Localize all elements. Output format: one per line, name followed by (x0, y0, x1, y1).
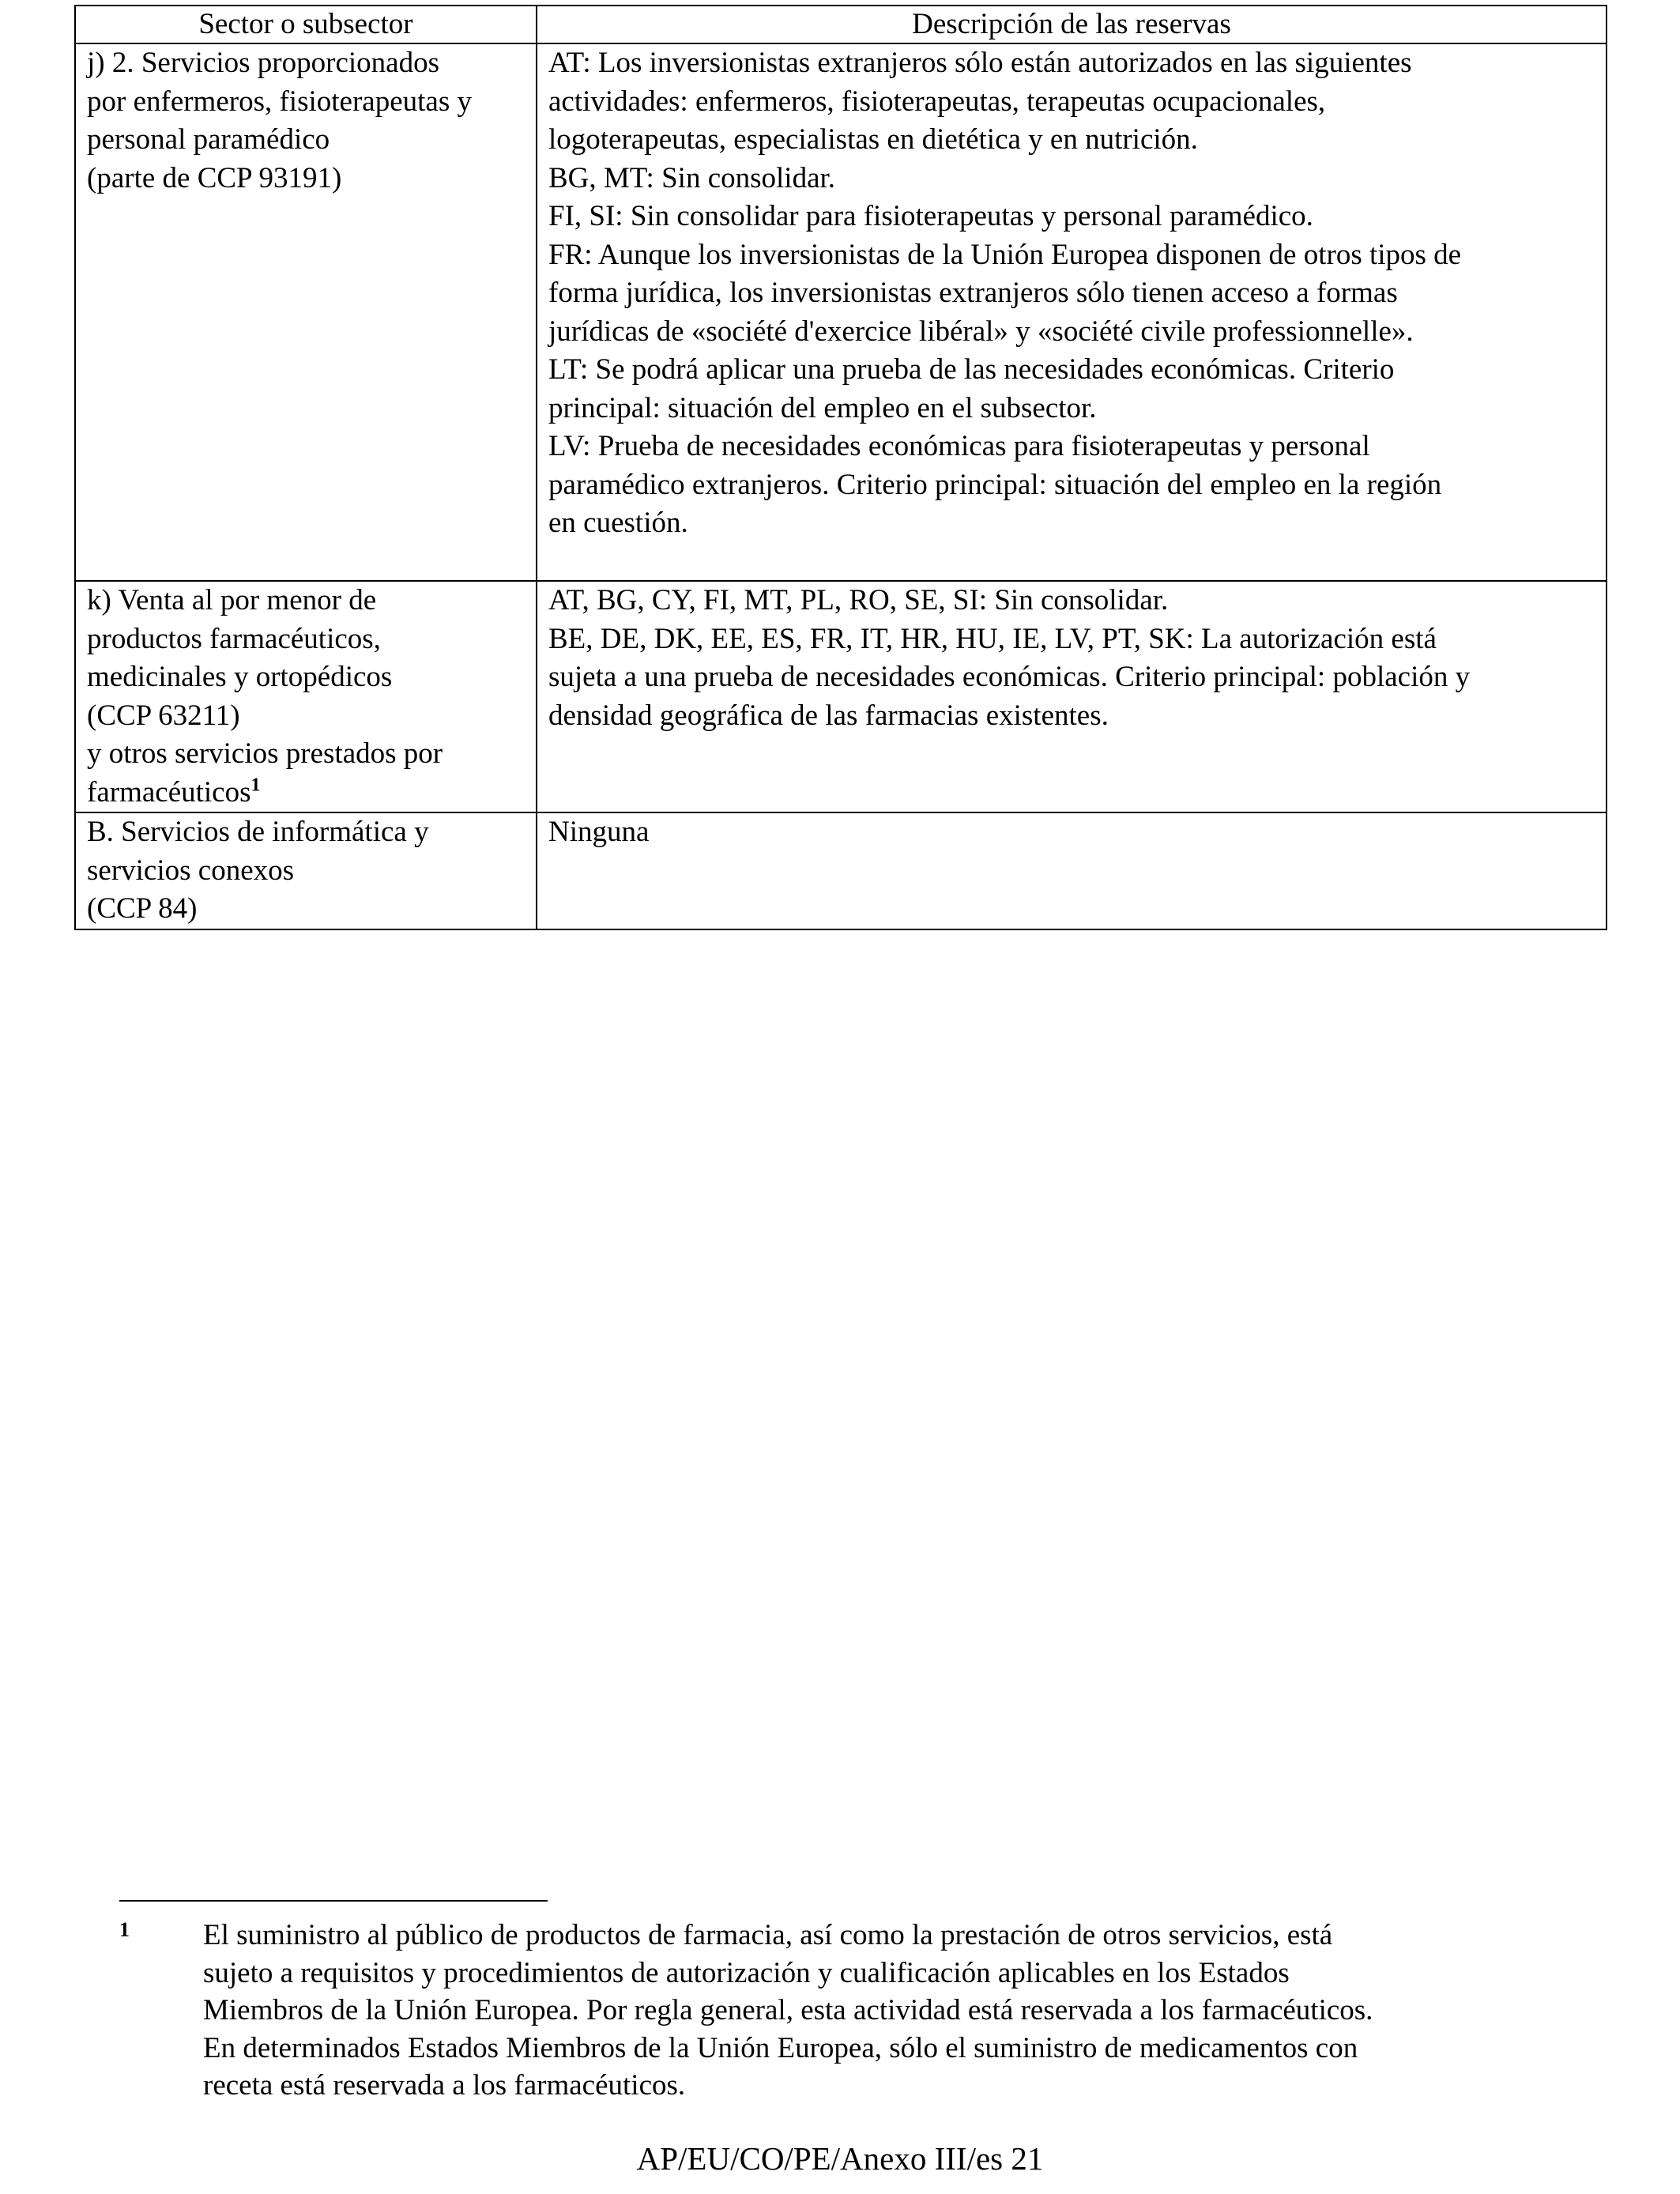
table-header-row (75, 6, 1607, 43)
footnote-line: sujeto a requisitos y procedimientos de autorización y cualificación aplicables en los Estados (203, 1956, 1290, 1989)
sector-line: servicios conexos (87, 854, 295, 887)
header-description: Descripción de las reservas (537, 6, 1607, 43)
page-footer: AP/EU/CO/PE/Anexo III/es 21 (636, 2140, 1044, 2177)
footnote-text (203, 1917, 1570, 2105)
sector-line: (CCP 63211) (87, 699, 240, 732)
footnote-line: En determinados Estados Miembros de la Unión Europea, sólo el suministro de medicamentos con (203, 2031, 1358, 2064)
description-line: LV: Prueba de necesidades económicas para fisioterapeutas y personal (548, 430, 1370, 462)
description-line: actividades: enfermeros, fisioterapeutas, terapeutas ocupacionales, (548, 85, 1326, 118)
footnote-reference[interactable]: 1 (250, 775, 261, 796)
reservations-table (74, 5, 1607, 930)
description-cell (537, 581, 1607, 812)
sector-cell (75, 43, 537, 581)
description-line: LT: Se podrá aplicar una prueba de las necesidades económicas. Criterio (548, 353, 1395, 386)
description-cell (537, 812, 1607, 929)
description-line: logoterapeutas, especialistas en dietética y en nutrición. (548, 123, 1198, 156)
sector-line: y otros servicios prestados por (87, 737, 443, 770)
table-row (75, 812, 1607, 929)
description-line: FI, SI: Sin consolidar para fisioterapeutas y personal paramédico. (548, 200, 1313, 232)
sector-cell (75, 581, 537, 812)
sector-line: medicinales y ortopédicos (87, 661, 393, 693)
footnote-line: receta está reservada a los farmacéuticos. (203, 2069, 686, 2102)
header-sector: Sector o subsector (75, 6, 537, 43)
description-line: FR: Aunque los inversionistas de la Unión Europea disponen de otros tipos de (548, 238, 1462, 271)
sector-line: productos farmacéuticos, (87, 622, 381, 655)
sector-line: por enfermeros, fisioterapeutas y (87, 85, 472, 118)
description-line: AT, BG, CY, FI, MT, PL, RO, SE, SI: Sin consolidar. (548, 584, 1169, 616)
footnote-line: Miembros de la Unión Europea. Por regla general, esta actividad está reservada a los farmacéuticos. (203, 1994, 1373, 2026)
sector-cell (75, 812, 537, 929)
description-line: densidad geográfica de las farmacias existentes. (548, 699, 1109, 732)
sector-line: B. Servicios de informática y (87, 816, 429, 848)
sector-line (87, 774, 528, 812)
description-line: Ninguna (548, 816, 650, 848)
description-line: sujeta a una prueba de necesidades económicas. Criterio principal: población y (548, 661, 1471, 693)
sector-line: (CCP 84) (87, 892, 198, 925)
description-line: jurídicas de «société d'exercice libéral» y «société civile professionnelle». (548, 315, 1414, 348)
description-line: forma jurídica, los inversionistas extranjeros sólo tienen acceso a formas (548, 277, 1398, 309)
sector-line: k) Venta al por menor de (87, 584, 377, 616)
table-row (75, 43, 1607, 581)
sector-line: (parte de CCP 93191) (87, 161, 342, 194)
footnote-line: El suministro al público de productos de farmacia, así como la prestación de otros servicios, está (203, 1919, 1333, 1951)
sector-line-text: farmacéuticos (87, 775, 251, 809)
description-line: BE, DE, DK, EE, ES, FR, IT, HR, HU, IE, LV, PT, SK: La autorización está (548, 622, 1437, 655)
description-line: principal: situación del empleo en el subsector. (548, 391, 1097, 424)
description-line: en cuestión. (548, 507, 688, 539)
description-line: AT: Los inversionistas extranjeros sólo están autorizados en las siguientes (548, 47, 1412, 79)
sector-line: personal paramédico (87, 123, 330, 156)
description-cell (537, 43, 1607, 581)
sector-line: j) 2. Servicios proporcionados (87, 47, 439, 79)
description-line: BG, MT: Sin consolidar. (548, 161, 836, 194)
description-line: paramédico extranjeros. Criterio principal: situación del empleo en la región (548, 468, 1442, 501)
table-row (75, 581, 1607, 812)
footnote-number: 1 (119, 1918, 130, 1941)
footnote-separator (119, 1900, 548, 1902)
